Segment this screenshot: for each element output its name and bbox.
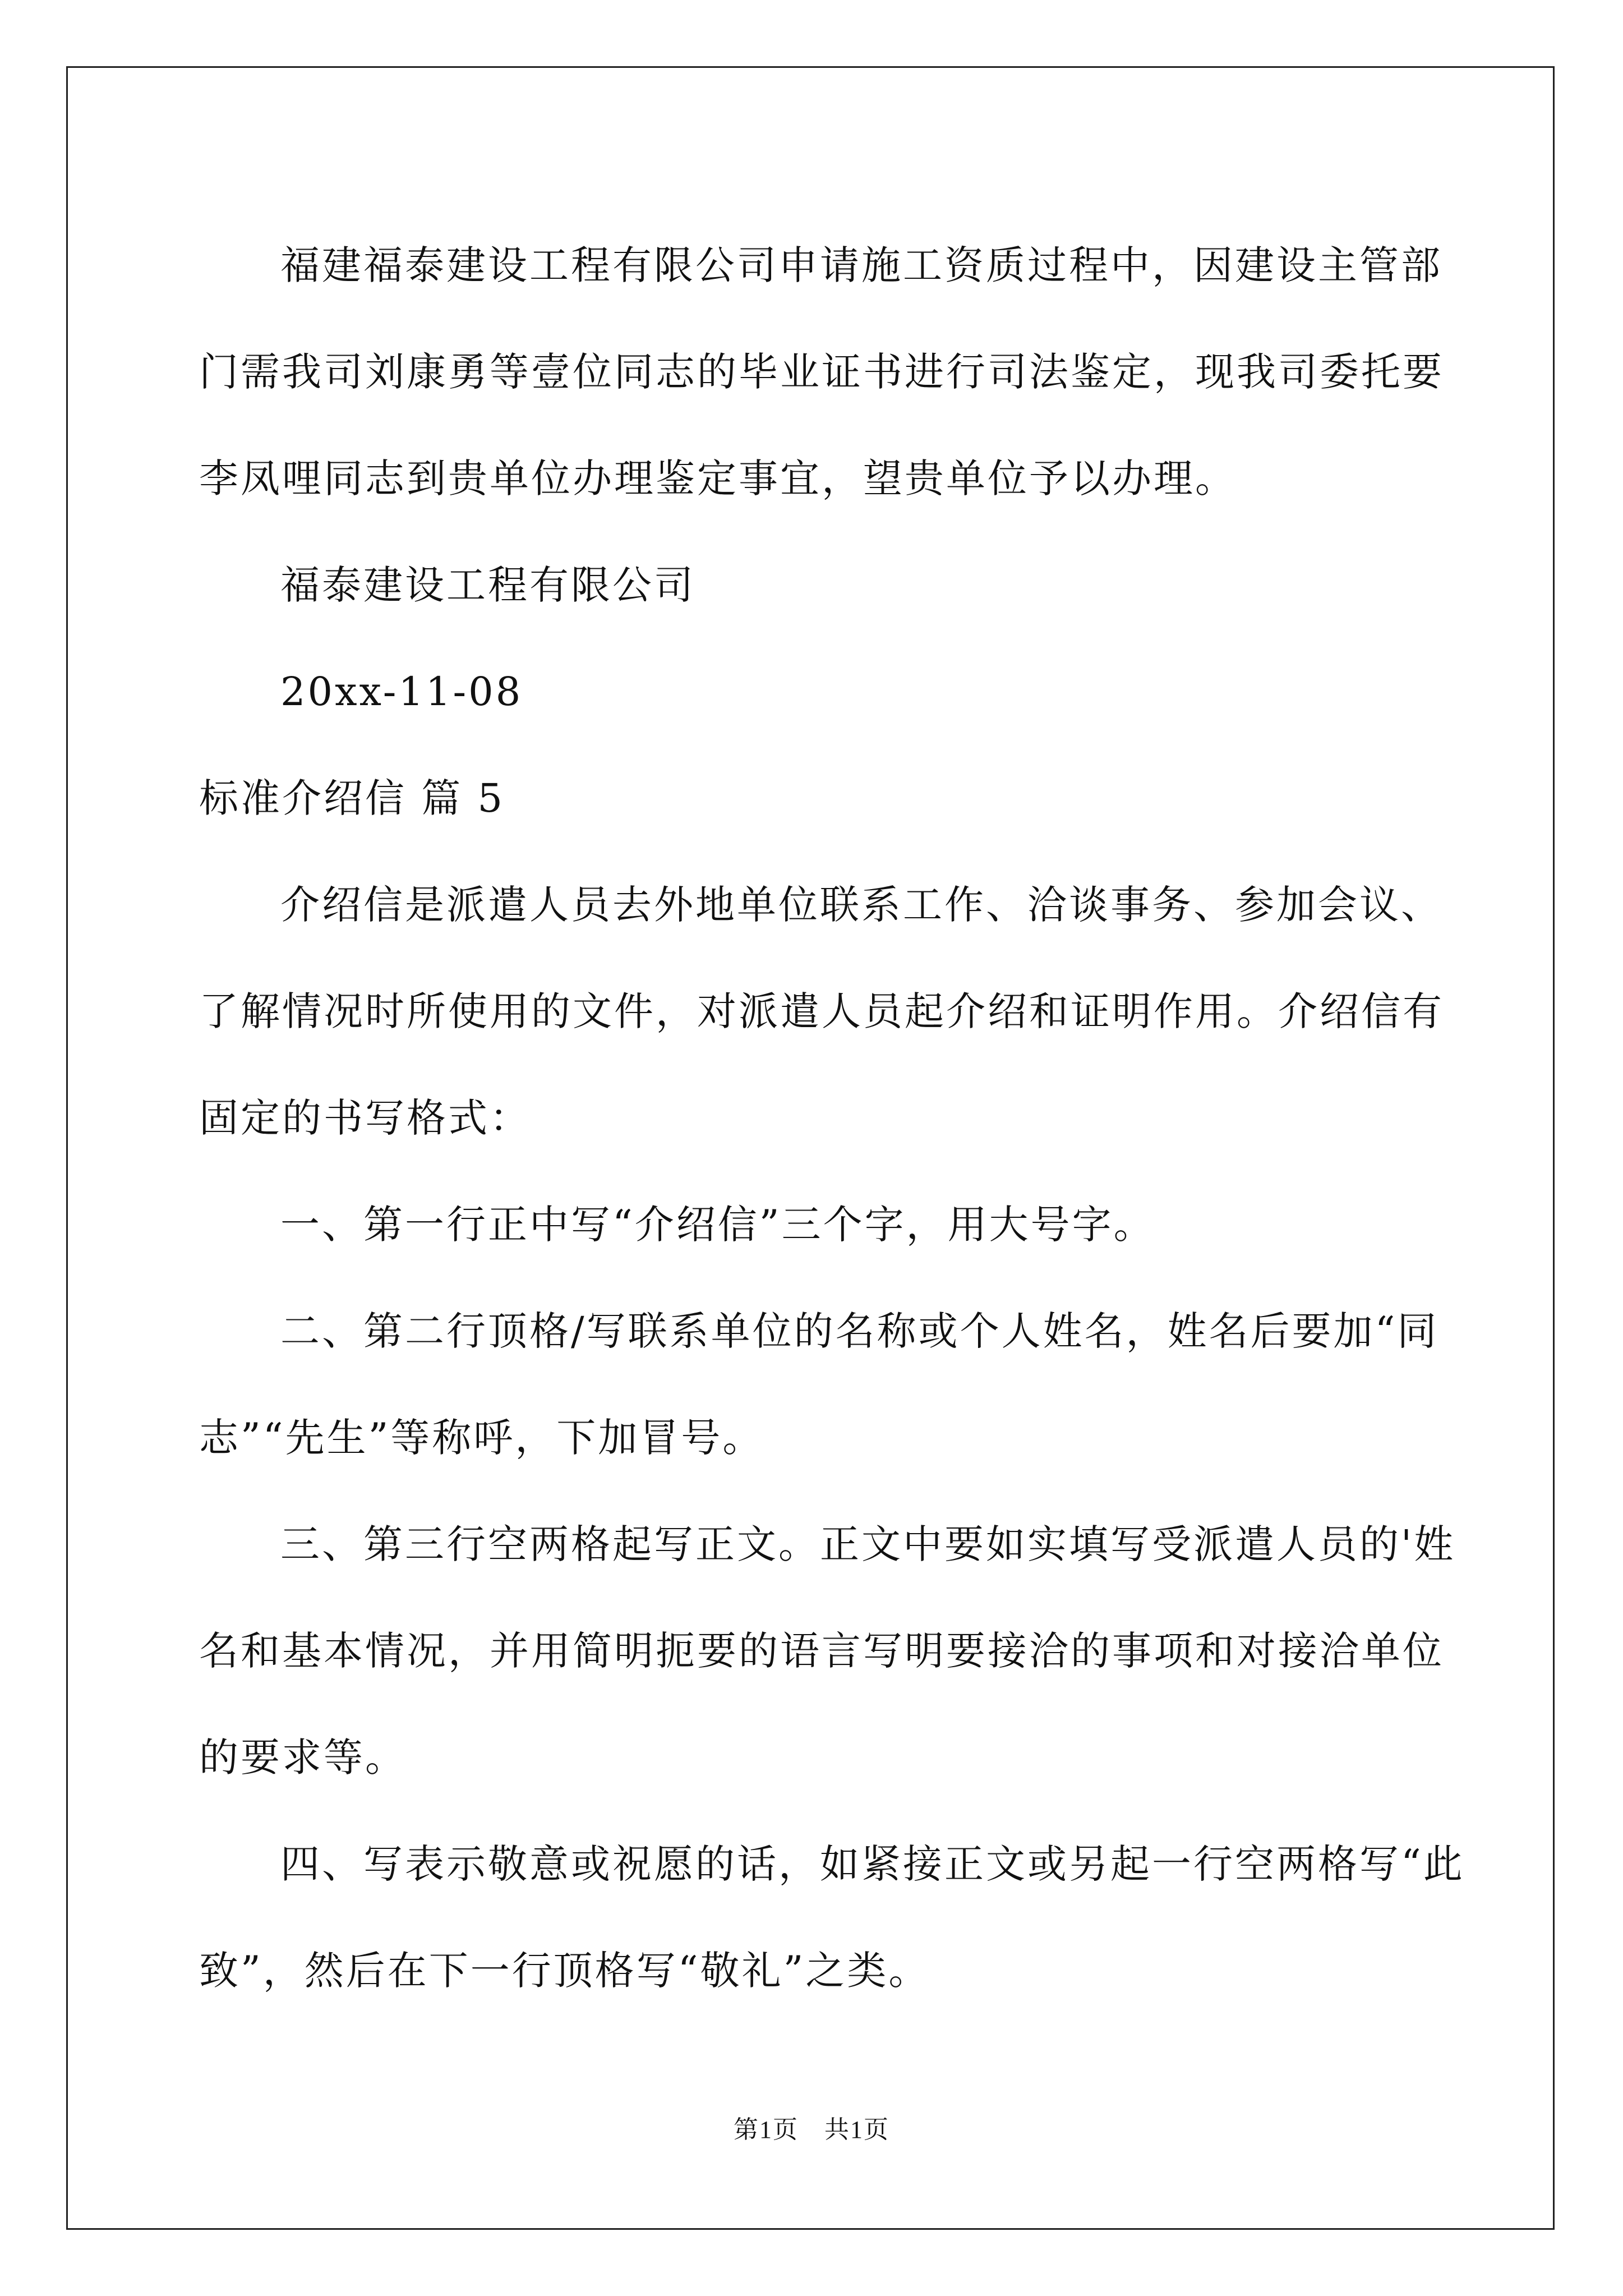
text-line: 志”“先生”等称呼，下加冒号。 xyxy=(199,1415,764,1461)
document-body xyxy=(199,212,1465,2024)
company-signature: 福泰建设工程有限公司 xyxy=(280,562,695,608)
paragraph-intro xyxy=(199,852,1444,1171)
text-line: 四、写表示敬意或祝愿的话，如紧接正文或另起一行空两格写“此 xyxy=(280,1841,1465,1887)
section-heading: 标准介绍信 篇 5 xyxy=(199,775,505,821)
format-item-3 xyxy=(199,1491,1456,1811)
format-item-4 xyxy=(199,1811,1465,2024)
text-line: 了解情况时所使用的文件，对派遣人员起介绍和证明作用。介绍信有 xyxy=(199,988,1444,1034)
format-item-1: 一、第一行正中写“介绍信”三个字，用大号字。 xyxy=(280,1202,1155,1248)
text-line: 名和基本情况，并用简明扼要的语言写明要接洽的事项和对接洽单位 xyxy=(199,1628,1444,1674)
text-line: 三、第三行空两格起写正文。正文中要如实填写受派遣人员的'姓 xyxy=(280,1521,1456,1567)
paragraph-application xyxy=(199,212,1444,532)
text-line: 固定的书写格式： xyxy=(199,1095,531,1141)
page-number-footer: 第1页 共1页 xyxy=(734,2116,889,2143)
text-line: 李凤哩同志到贵单位办理鉴定事宜，望贵单位予以办理。 xyxy=(199,455,1237,501)
letter-date: 20xx-11-08 xyxy=(280,669,523,715)
text-line: 门需我司刘康勇等壹位同志的毕业证书进行司法鉴定，现我司委托要 xyxy=(199,349,1444,395)
format-item-2 xyxy=(199,1278,1439,1491)
text-line: 二、第二行顶格/写联系单位的名称或个人姓名，姓名后要加“同 xyxy=(280,1308,1439,1354)
text-line: 福建福泰建设工程有限公司申请施工资质过程中，因建设主管部 xyxy=(280,242,1442,288)
text-line: 的要求等。 xyxy=(199,1734,407,1780)
text-line: 介绍信是派遣人员去外地单位联系工作、洽谈事务、参加会议、 xyxy=(280,882,1442,928)
text-line: 致”，然后在下一行顶格写“敬礼”之类。 xyxy=(199,1948,930,1994)
